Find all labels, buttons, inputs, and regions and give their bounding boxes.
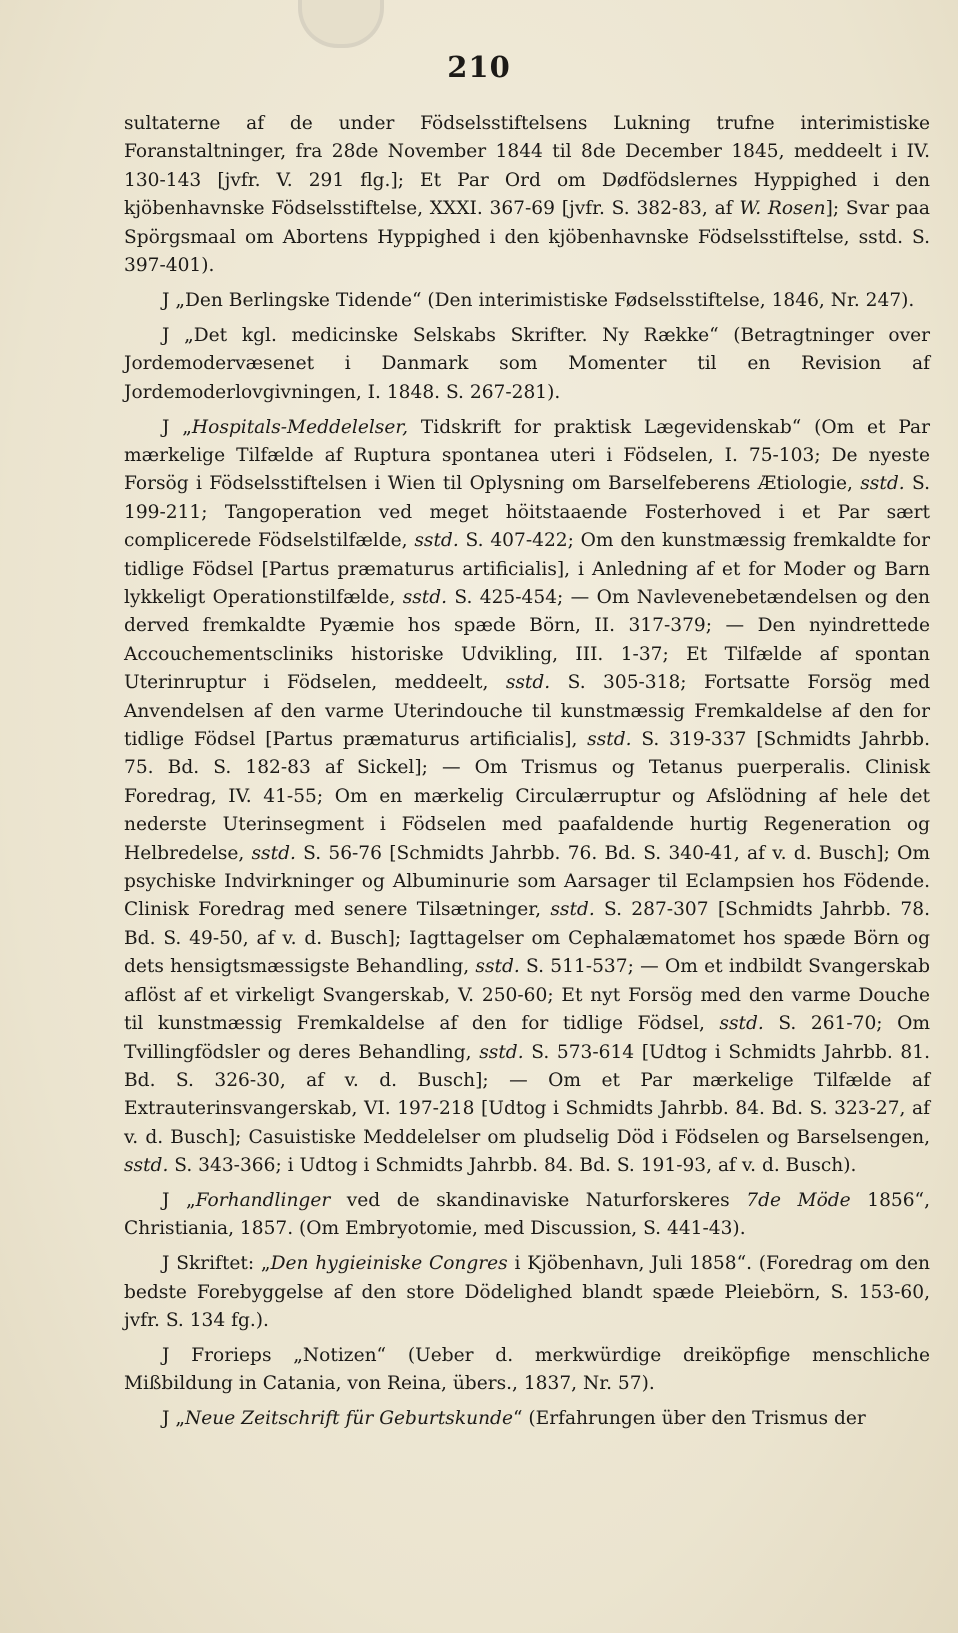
paragraph-1 <box>124 110 930 280</box>
text-run: sultaterne af de under Födselsstiftelsens Lukning trufne interimistiske Foranstaltninger, fra 28de November 1844 til 8de December 1845, meddeelt i IV. 130-143 [jvfr. V. 291 flg.]; Et Par Ord om Dødfödslernes Hyppighed i den kjöbenhavnske Födselsstiftelse, XXXI. 367-69 [jvfr. S. 382-83, af <box>124 113 930 220</box>
text-run: Hospitals-Meddelelser, <box>191 416 409 438</box>
paragraph-7 <box>124 1342 930 1399</box>
text-run: S. 305-318; Fortsatte Forsög med Anvendelsen af den varme Uterindouche til kunstmæssig Fremkaldelse af den for tidlige Födsel [Partus præmaturus artificialis], <box>124 672 930 751</box>
paragraph-8 <box>124 1405 930 1433</box>
text-run: S. 56-76 [Schmidts Jahrbb. 76. Bd. S. 340-41, af v. d. Busch]; Om psychiske Indvirkninger og Albuminurie som Aarsager til Eclampsien hos Födende. Clinisk Foredrag med senere Tilsætninger, <box>124 842 930 921</box>
text-run: S. 573-614 [Udtog i Schmidts Jahrbb. 81. Bd. S. 326-30, af v. d. Busch]; — Om et Par mærkelige Tilfælde af Extrauterinsvangerskab, VI. 197-218 [Udtog i Schmidts Jahrbb. 84. Bd. S. 323-27, af v. d. Busch]; Casuistiske Meddelelser om pludselig Död i Födselen og Barselsengen, <box>124 1041 931 1148</box>
text-run: Neue Zeitschrift für Geburtskunde <box>185 1408 513 1430</box>
text-run: sstd. <box>479 1041 524 1063</box>
text-run: ]; Svar paa Spörgsmaal om Abortens Hyppighed i den kjöbenhavnske Födselsstiftelse, sstd. S. 397-401). <box>124 198 930 277</box>
page-tab-mark <box>298 0 384 48</box>
paragraph-6 <box>124 1250 930 1335</box>
text-run: S. 407-422; Om den kunstmæssig fremkaldte for tidlige Födsel [Partus præmaturus artificialis], i Anledning af et for Moder og Barn lykkeligt Operationstilfælde, <box>124 530 930 608</box>
text-run: “ (Erfahrungen über den Trismus der <box>512 1408 866 1430</box>
text-run: S. 199-211; Tangoperation ved meget höitstaaende Fosterhoved i et Par sært complicerede Födselstilfælde, <box>124 473 930 552</box>
text-run: J „ <box>162 1408 185 1430</box>
page-number: 210 <box>447 50 511 84</box>
text-run: sstd. <box>124 1155 169 1177</box>
text-run: J Frorieps „Notizen“ (Ueber d. merkwürdige dreiköpfige menschliche Mißbildung in Catania, von Reina, übers., 1837, Nr. 57). <box>124 1345 930 1395</box>
text-run: Den hygieiniske Congres <box>270 1253 508 1275</box>
text-run: sstd. <box>860 473 905 495</box>
text-run: S. 319-337 [Schmidts Jahrbb. 75. Bd. S. 182-83 af Sickel]; — Om Trismus og Tetanus puerperalis. Clinisk Foredrag, IV. 41-55; Om en mærkelig Circulærruptur og Afslödning af hele det nederste Uterinsegment i Födselen med paafaldende hurtig Regeneration og Helbredelse, <box>124 729 930 864</box>
text-run: J „Den Berlingske Tidende“ (Den interimistiske Fødselsstiftelse, 1846, Nr. 247). <box>162 289 915 311</box>
text-run: J „ <box>162 416 192 438</box>
text-run: W. Rosen <box>739 198 826 220</box>
text-run: J „ <box>162 1190 196 1212</box>
text-run: S. 343-366; i Udtog i Schmidts Jahrbb. 84. Bd. S. 191-93, af v. d. Busch). <box>168 1155 857 1177</box>
text-run: S. 261-70; Om Tvillingfödsler og deres Behandling, <box>124 1013 930 1063</box>
text-run: sstd. <box>719 1013 764 1035</box>
text-run: Forhandlinger <box>195 1190 331 1212</box>
text-run: sstd. <box>251 842 296 864</box>
text-run: Tidskrift for praktisk Lægevidenskab“ (Om et Par mærkelige Tilfælde af Ruptura spontanea uteri i Födselen, I. 75-103; De nyeste Forsög i Födselsstiftelsen i Wien til Oplysning om Barselfeberens Ætiologie, <box>124 416 931 495</box>
page-body-text <box>124 110 930 1434</box>
text-run: sstd. <box>475 956 520 978</box>
paragraph-4 <box>124 414 930 1181</box>
text-run: sstd. <box>505 672 551 694</box>
paragraph-2 <box>124 287 930 315</box>
paragraph-3 <box>124 322 930 407</box>
text-run: 1856“, Christiania, 1857. (Om Embryotomie, med Discussion, S. 441-43). <box>124 1190 930 1240</box>
text-run: sstd. <box>587 729 632 751</box>
text-run: 7de Möde <box>746 1190 851 1212</box>
text-run: ved de skandinaviske Naturforskeres <box>330 1190 747 1212</box>
text-run: sstd. <box>402 587 448 608</box>
text-run: sstd. <box>414 530 459 552</box>
text-run: J „Det kgl. medicinske Selskabs Skrifter. Ny Række“ (Betragtninger over Jordemodervæsenet i Danmark som Momenter til en Revision af Jordemoderlovgivningen, I. 1848. S. 267-281). <box>124 324 930 403</box>
text-run: sstd. <box>550 899 595 921</box>
text-run: S. 287-307 [Schmidts Jahrbb. 78. Bd. S. 49-50, af v. d. Busch]; Iagttagelser om Cephalæmatomet hos spæde Börn og dets hensigtsmæssigste Behandling, <box>124 899 930 978</box>
text-run: J Skriftet: „ <box>162 1253 271 1275</box>
text-run: S. 425-454; — Om Navlevenebetændelsen og den derved fremkaldte Pyæmie hos spæde Börn, II. 317-379; — Den nyindrettede Accouchementsclinіks historiske Udvikling, III. 1-37; Et Tilfælde af spontan Uterinruptur i Födselen, meddeelt, <box>124 587 930 694</box>
text-run: i Kjöbenhavn, Juli 1858“. (Foredrag om den bedste Forebyggelse af den store Dödelighed blandt spæde Pleiebörn, S. 153-60, jvfr. S. 134 fg.). <box>124 1253 930 1332</box>
text-run: S. 511-537; — Om et indbildt Svangerskab aflöst af et virkeligt Svangerskab, V. 250-60; Et nyt Forsög med den varme Douche til kunstmæssig Fremkaldelse af den for tidlige Födsel, <box>124 956 930 1035</box>
paragraph-5 <box>124 1187 930 1244</box>
